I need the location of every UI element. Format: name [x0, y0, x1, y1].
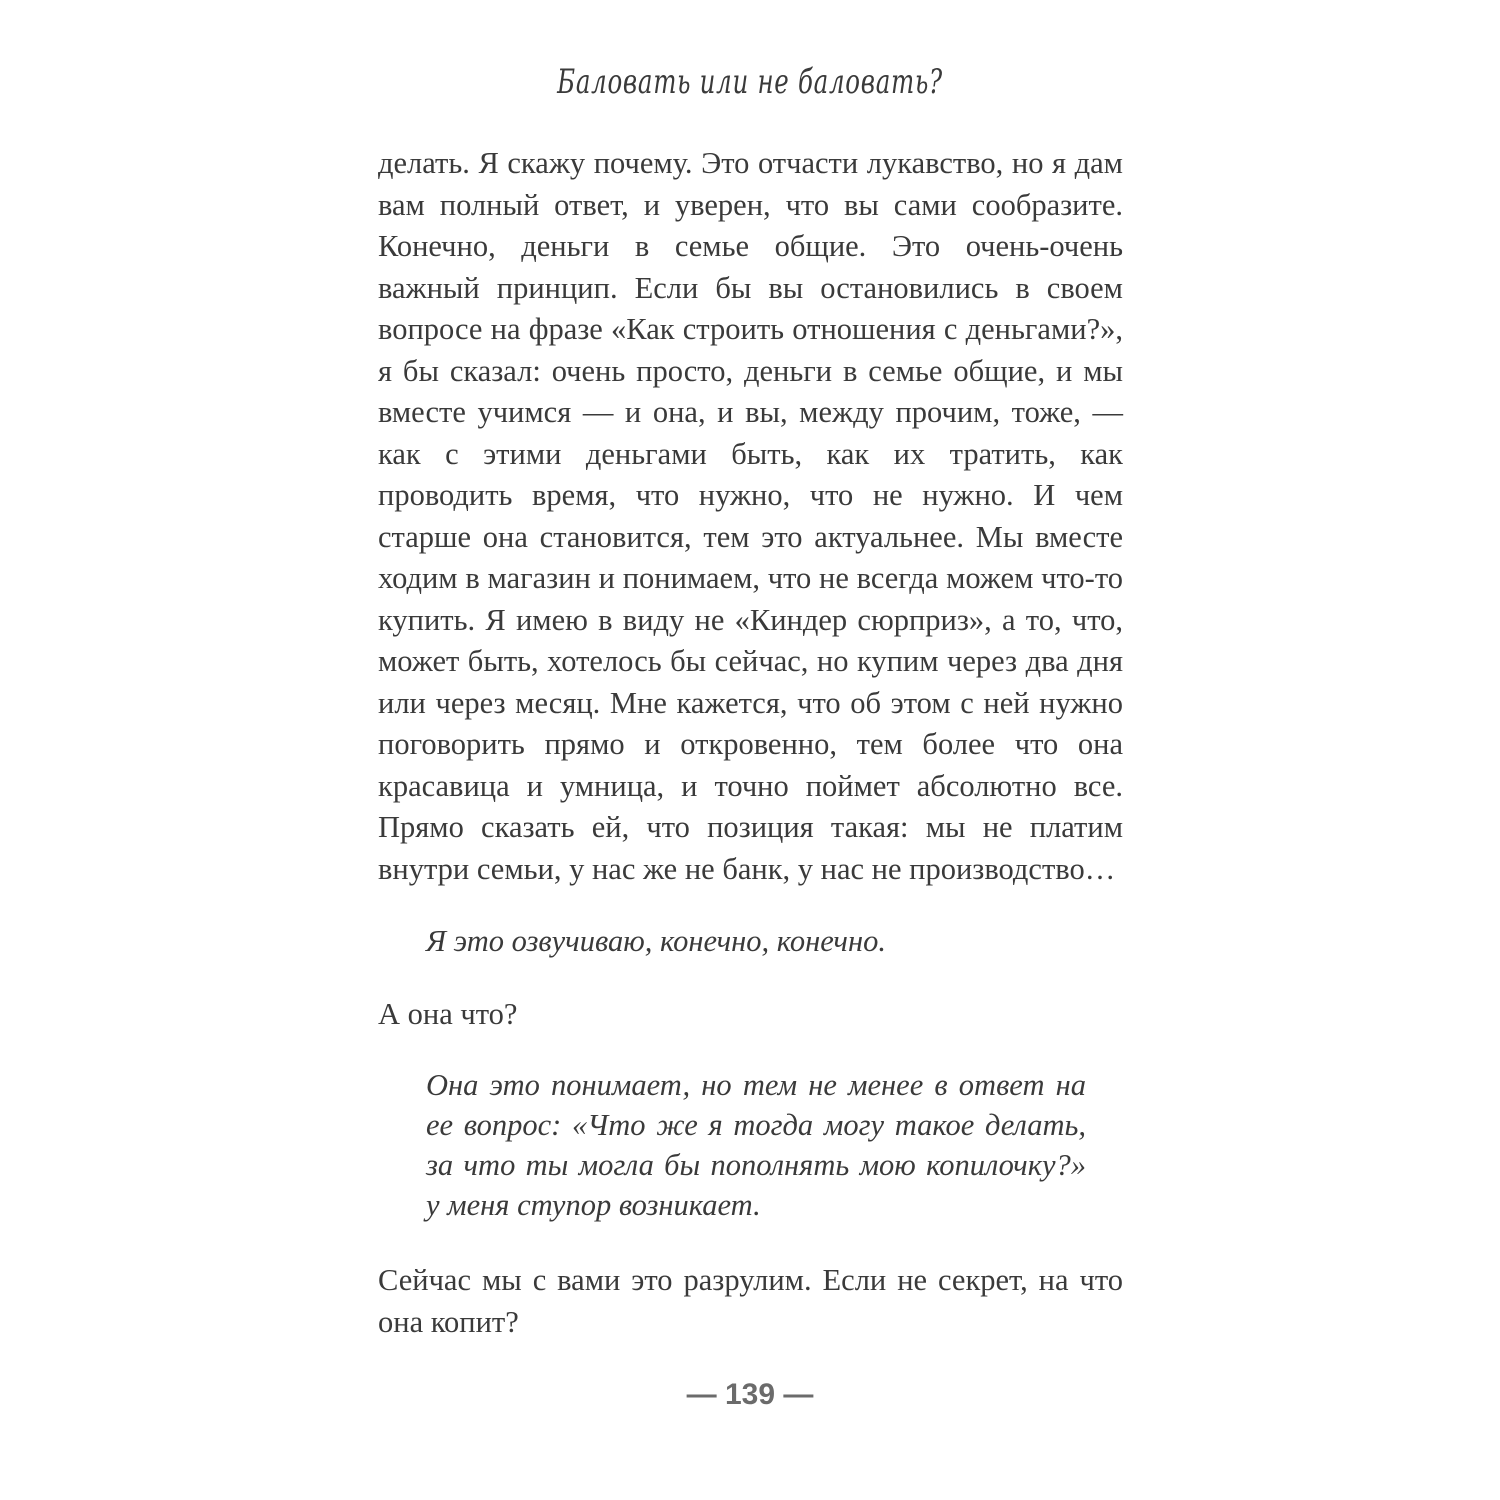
running-head: Баловать или не баловать?: [557, 62, 943, 102]
paragraph-text: А она что?: [378, 997, 518, 1031]
paragraph-text: делать. Я скажу почему. Это отчасти лукавство, но я дам вам полный ответ, и уверен, что вы сами сообразите. Конечно, деньги в семье общие. Это очень-очень важный принцип. Если бы вы остановились в своем вопросе на фразе «Как строить отношения с деньгами?», я бы сказал: очень просто, деньги в семье общие, и мы вместе учимся — и она, и вы, между прочим, тоже, — как с этими деньгами быть, как их тратить, как проводить время, что нужно, что не нужно. И чем старше она становится, тем это актуальнее. Мы вместе ходим в магазин и понимаем, что не всегда можем что-то купить. Я имею в виду не «Киндер сюрприз», а то, что, может быть, хотелось бы сейчас, но купим через два дня или через месяц. Мне кажется, что об этом с ней нужно поговорить прямо и откровенно, тем более что она красавица и умница, и точно поймет абсолютно все. Прямо сказать ей, что позиция такая: мы не платим внутри семьи, у нас же не банк, у нас не производство…: [378, 146, 1123, 886]
paragraph-closing: [378, 1260, 1123, 1343]
paragraph-text: Я это озвучиваю, конечно, конечно.: [426, 924, 886, 958]
page-number: — 139 —: [686, 1378, 814, 1411]
paragraph-text: Она это понимает, но тем не менее в ответ на ее вопрос: «Что же я тогда могу такое делать, за что ты могла бы пополнять мою копилочку?» у меня ступор возникает.: [426, 1068, 1086, 1222]
paragraph-question-italic-long: [426, 1065, 1086, 1225]
paragraph-answer: [378, 143, 1123, 890]
paragraph-reply: [378, 994, 1123, 1036]
paragraph-text: Сейчас мы с вами это разрулим. Если не секрет, на что она копит?: [378, 1263, 1123, 1339]
paragraph-question-italic: [426, 921, 1123, 963]
